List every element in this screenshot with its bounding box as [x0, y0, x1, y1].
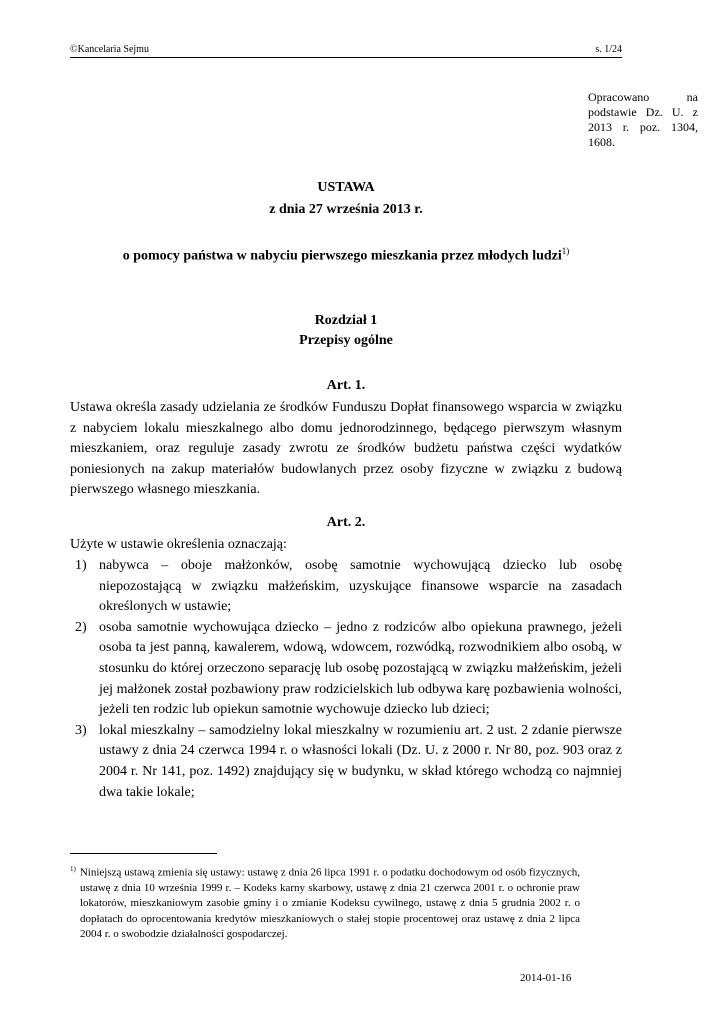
- item-text: lokal mieszkalny – samodzielny lokal mieszkalny w rozumieniu art. 2 ust. 2 zdanie pierwsze ustawy z dnia 24 czerwca 1994 r. o własności lokali (Dz. U. z 2000 r. Nr 80, poz. 903 oraz z 2004 r. Nr 141, poz. 1492) znajdujący się w budynku, w skład którego wchodzą co najmniej dwa takie lokale;: [99, 722, 622, 800]
- item-number: 2): [75, 619, 87, 635]
- item-number: 1): [75, 558, 87, 573]
- footnote-reference[interactable]: 1): [561, 246, 570, 256]
- list-item: [75, 556, 622, 618]
- item-text: osoba samotnie wychowująca dziecko – jedno z rodziców albo opiekuna prawnego, jeżeli osoba ta jest panną, kawalerem, wdową, wdowcem, rozwódką, rozwodnikiem albo osobą, w stosunku do której orzeczono separację lub osobę pozostającą w związku małżeńskim, jeżeli jej małżonek został pozbawiony praw rodzicielskich lub odbywa karę pozbawienia wolności, jeżeli ten rodzic lub opiekun samotnie wychowuje dziecko lub dzieci;: [99, 619, 622, 718]
- item-text: nabywca – oboje małżonków, osobę samotnie wychowującą dziecko lub osobę niepozostającą w związku małżeńskim, uzyskujące finansowe wsparcie na zasadach określonych w ustawie;: [99, 558, 622, 615]
- chapter-name: Przepisy ogólne: [299, 333, 393, 348]
- source-note: Opracowano na podstawie Dz. U. z 2013 r. poz. 1304, 1608.: [588, 90, 698, 149]
- footnote: [70, 862, 580, 942]
- item-number: 3): [75, 722, 87, 738]
- list-item: [75, 721, 622, 803]
- list-item: [75, 618, 622, 721]
- art2-intro: Użyte w ustawie określenia oznaczają:: [70, 537, 287, 552]
- definitions-list: [70, 556, 622, 803]
- act-title-text: o pomocy państwa w nabyciu pierwszego mieszkania przez młodych ludzi: [122, 248, 562, 264]
- footnote-mark: 1): [70, 865, 76, 873]
- act-title: [70, 246, 622, 265]
- act-type: USTAWA: [317, 180, 375, 195]
- footer-date: 2014-01-16: [520, 972, 572, 984]
- footnote-text: Niniejszą ustawą zmienia się ustawy: ustawę z dnia 26 lipca 1991 r. o podatku dochodowym od osób fizycznych, ustawę z dnia 10 września 1999 r. – Kodeks karny skarbowy, ustawę z dnia 21 czerwca 2001 r. o ochronie praw lokatorów, mieszkaniowym zasobie gminy i o zmianie Kodeksu cywilnego, ustawę z dnia 5 grudnia 2002 r. o dopłatach do oprocentowania kredytów mieszkaniowych o stałej stopie procentowej oraz ustawę z dnia 2 lipca 2004 r. o swobodzie działalności gospodarczej.: [79, 866, 580, 940]
- footnote-divider: [70, 853, 217, 854]
- art1-heading: Art. 1.: [326, 378, 366, 393]
- art2-heading: Art. 2.: [326, 515, 366, 530]
- header-publisher: ©Kancelaria Sejmu: [70, 44, 149, 55]
- page-number: s. 1/24: [595, 44, 622, 55]
- chapter-number: Rozdział 1: [314, 313, 378, 328]
- page-header: [70, 44, 622, 58]
- act-date: z dnia 27 września 2013 r.: [269, 202, 423, 217]
- art1-text: Ustawa określa zasady udzielania ze środków Funduszu Dopłat finansowego wsparcia w związku z nabyciem lokalu mieszkalnego albo domu jednorodzinnego, będącego pierwszym własnym mieszkaniem, oraz reguluje zasady zwrotu ze środków budżetu państwa części wydatków poniesionych na zakup materiałów budowlanych przez osoby fizyczne w związku z budową pierwszego własnego mieszkania.: [70, 400, 622, 498]
